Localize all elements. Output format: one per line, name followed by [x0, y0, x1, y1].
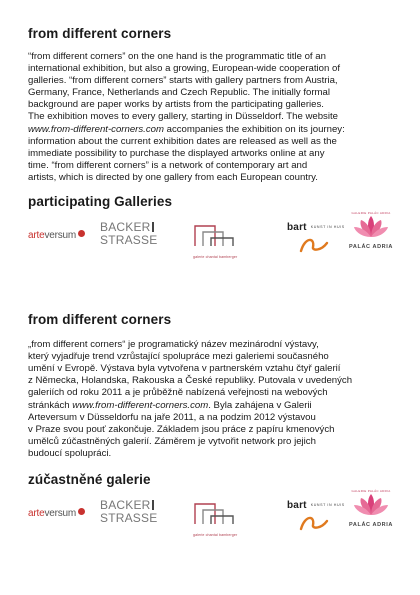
backer-bar-icon: [152, 222, 154, 232]
arteversum-logo[interactable]: arte versum: [28, 508, 85, 519]
lotus-icon: [353, 215, 389, 239]
bamberger-emblem-icon: [193, 500, 235, 526]
backer-bar-icon: [152, 500, 154, 510]
english-section-title: from different corners: [28, 26, 172, 41]
czech-paragraph: „from different corners“ je programatický název mezinárodní výstavy, který vyjadřuje trend vzrůstající spolupráce mezi galeriemi současného umění v Evropě. Výstava byla vytvořena v partnerském vztahu čtyř galerií z Německa, Holandska, Rakouska a České republiky. Putovala v uvedených galeriích od roku 2011 a je průběžně nabízená veřejnosti na webových stránkách www.from-different-corners.com. Byla zahájena v Galerii Arteversum v Düsseldorfu na jaře 2011, a na podzim 2012 výstavou v Praze svou pouť zakončuje. Základem jsou práce z papíru kmenových umělců zúčastněných galerií. Záměrem je vytvořit network pro jejich budoucí spolupráci.: [28, 339, 353, 459]
bart-swoosh-icon: [299, 235, 329, 255]
english-paragraph: “from different corners” on the one hand is the programmatic title of an international exhibition, but also a growing, European-wide cooperation of galleries. “from different corners” starts with gallery partners from Austria, Germany, France, Netherlands and Czech Republic. The initially formal background are paper works by artists from the participating galleries. The exhibition moves to every gallery, starting in Düsseldorf. The website www.from-different-corners.com accompanies the exhibition on its journey: information about the current exhibition dates are released as well as the immediate possibility to purchase the displayed artworks online at any time. “from different corners” is a network of contemporary art and artists, which is directed by one gallery from each European country.: [28, 51, 345, 183]
bart-swoosh-icon: [299, 513, 329, 533]
website-link-cz[interactable]: www.from-different-corners.com: [72, 399, 209, 411]
chantal-bamberger-logo[interactable]: galerie chantal bamberger: [193, 500, 263, 537]
gallery-logos-row: [28, 211, 400, 260]
arteversum-logo[interactable]: arte versum: [28, 230, 85, 241]
palac-adria-logo[interactable]: GALERIE PALÁC ADRIA PALÁC ADRIA: [349, 211, 393, 251]
czech-section-title: from different corners: [28, 312, 172, 328]
arteversum-dot-icon: [78, 508, 85, 515]
bamberger-emblem-icon: [193, 222, 235, 248]
bart-logo[interactable]: bart $^{KUNST IN HUIS}$: [287, 495, 345, 538]
chantal-bamberger-logo[interactable]: galerie chantal bamberger: [193, 222, 263, 259]
page: [28, 26, 400, 537]
website-link[interactable]: www.from-different-corners.com: [28, 123, 164, 135]
palac-adria-logo[interactable]: GALERIE PALÁC ADRIA PALÁC ADRIA: [349, 488, 393, 528]
backer-strasse-logo[interactable]: BACKER STRASSE: [100, 497, 158, 525]
backer-strasse-logo[interactable]: BACKER STRASSE: [100, 220, 158, 248]
gallery-logos-row-cz: [28, 488, 400, 537]
participating-galleries-heading: participating Galleries: [28, 194, 173, 210]
arteversum-dot-icon: [78, 230, 85, 237]
bart-logo[interactable]: bart $^{KUNST IN HUIS}$: [287, 217, 345, 260]
lotus-icon: [353, 493, 389, 517]
czech-galleries-heading: zúčastněné galerie: [28, 471, 151, 487]
